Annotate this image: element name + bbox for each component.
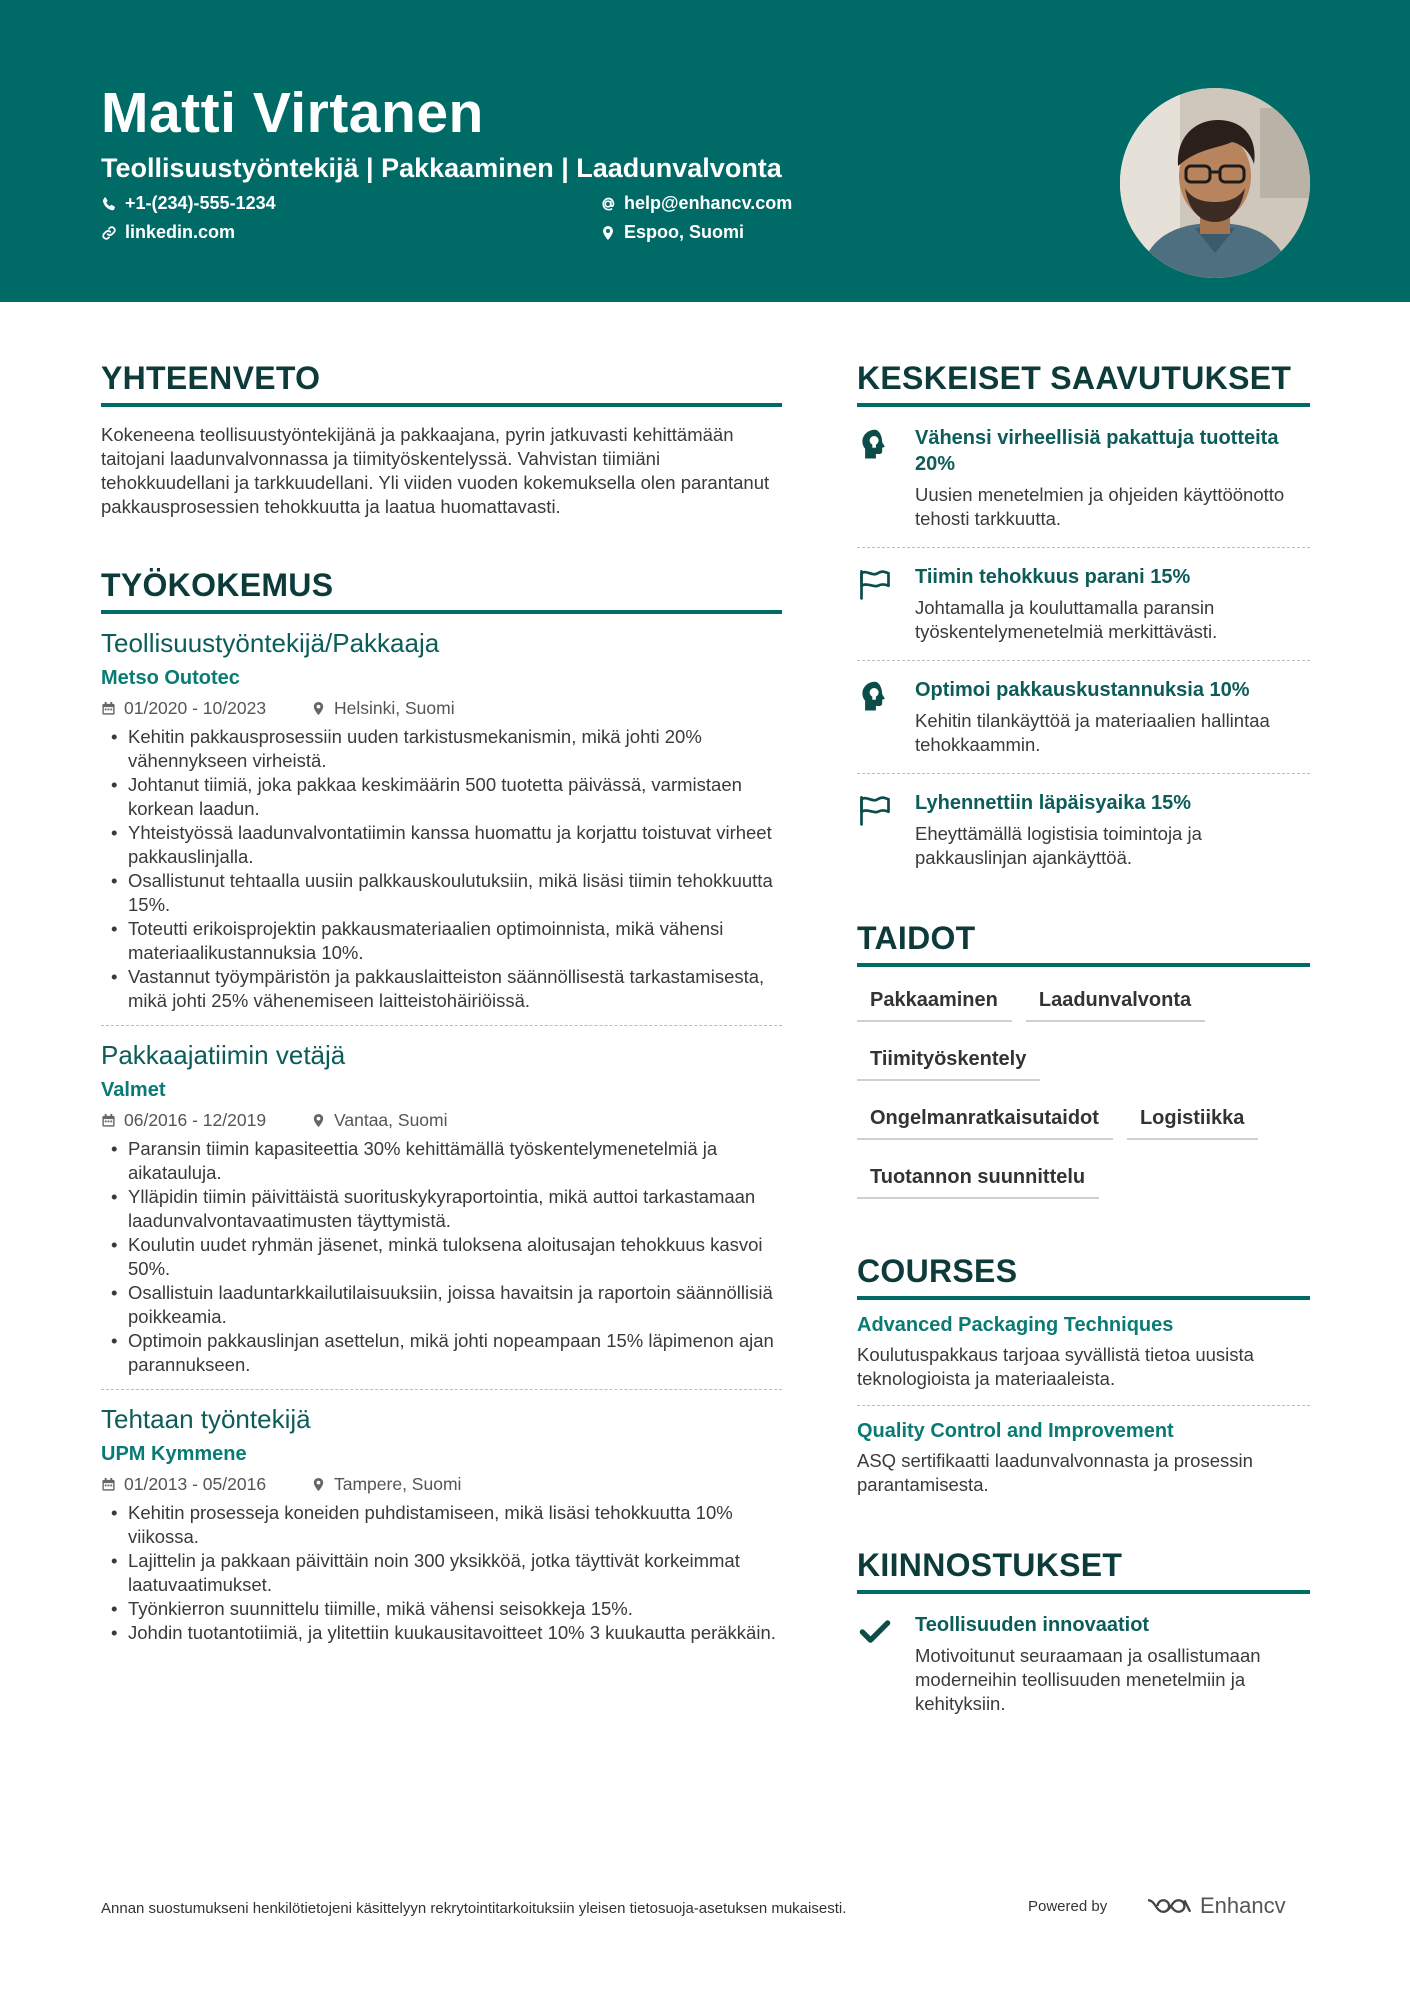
skills-list — [857, 979, 1310, 1215]
job-bullet: • Johdin tuotantotiimiä, ja ylitettiin kuukausitavoitteet 10% 3 kuukautta peräkkäin. — [101, 1621, 782, 1645]
job-title: Pakkaajatiimin vetäjä — [101, 1040, 346, 1070]
calendar-icon — [101, 701, 116, 716]
experience-heading: TYÖKOKEMUS — [101, 567, 782, 614]
job-bullet: • Koulutin uudet ryhmän jäsenet, minkä tuloksena aloitusajan tehokkuus kasvoi 50%. — [101, 1233, 782, 1281]
interest-item — [857, 1594, 1310, 1732]
job-meta — [101, 698, 782, 719]
location-text: Espoo, Suomi — [624, 222, 745, 242]
summary-text: Kokeneena teollisuustyöntekijänä ja pakkaajana, pyrin jatkuvasti kehittämään taitojani laadunvalvonnassa ja tiimityöskentelyssä. Vahvistan tiimiäni tehokkuudellani ja tarkkuudellani. Yli viiden vuoden kokemuksella olen parantanut pakkausprosessien tehokkuutta ja laatua huomattavasti. — [101, 424, 770, 517]
job-company: Valmet — [101, 1079, 166, 1101]
skill-tag: Tuotannon suunnittelu — [857, 1156, 1099, 1199]
skills-heading: TAIDOT — [857, 920, 1310, 967]
interest-desc: Motivoitunut seuraamaan ja osallistumaan moderneihin teollisuuden menetelmiin ja kehityksiin. — [915, 1645, 1261, 1714]
contact-phone[interactable] — [101, 193, 276, 214]
job-bullet: • Paransin tiimin kapasiteettia 30% kehittämällä työskentelymenetelmiä ja aikatauluja. — [101, 1137, 782, 1185]
job-company: UPM Kymmene — [101, 1443, 247, 1465]
skill-tag: Tiimityöskentely — [857, 1038, 1040, 1081]
job-location: Vantaa, Suomi — [334, 1110, 448, 1130]
job-bullet: • Työnkierron suunnittelu tiimille, mikä vähensi seisokkeja 15%. — [101, 1597, 782, 1621]
achievements-list — [857, 409, 1310, 886]
job-entry — [101, 628, 782, 1025]
achievement-item — [857, 660, 1310, 773]
gdpr-consent-note: Annan suostumukseni henkilötietojeni käsittelyyn rekrytointitarkoituksiin yleisen tietosuoja-asetuksen mukaisesti. — [101, 1900, 847, 1917]
course-title: Quality Control and Improvement — [857, 1420, 1174, 1442]
location-pin-icon — [311, 701, 326, 716]
job-dates: 06/2016 - 12/2019 — [124, 1110, 267, 1130]
location-pin-icon — [311, 1113, 326, 1128]
achievement-desc: Eheyttämällä logistisia toimintoja ja pakkauslinjan ajankäyttöä. — [915, 823, 1202, 868]
contact-linkedin[interactable] — [101, 222, 235, 243]
job-dates: 01/2013 - 05/2016 — [124, 1474, 267, 1494]
job-title: Tehtaan työntekijä — [101, 1404, 311, 1434]
interest-title: Teollisuuden innovaatiot — [915, 1614, 1150, 1636]
job-bullet: • Toteutti erikoisprojektin pakkausmateriaalien optimoinnista, mikä vähensi materiaalikustannuksia 10%. — [101, 917, 782, 965]
achievements-heading: KESKEISET SAAVUTUKSET — [857, 360, 1310, 407]
experience-list — [101, 628, 782, 1657]
job-dates: 01/2020 - 10/2023 — [124, 698, 267, 718]
achievement-item — [857, 773, 1310, 886]
job-title: Teollisuustyöntekijä/Pakkaaja — [101, 628, 440, 658]
achievement-item — [857, 409, 1310, 547]
summary-heading: YHTEENVETO — [101, 360, 782, 407]
job-bullets — [101, 725, 782, 1013]
job-meta — [101, 1474, 782, 1495]
right-column — [857, 360, 1310, 1732]
email-text: help@enhancv.com — [624, 193, 793, 213]
calendar-icon — [101, 1477, 116, 1492]
achievement-desc: Johtamalla ja kouluttamalla paransin työskentelymenetelmiä merkittävästi. — [915, 597, 1218, 642]
job-bullet: • Kehitin pakkausprosessiin uuden tarkistusmekanismin, mikä johti 20% vähennykseen virheistä. — [101, 725, 782, 773]
job-location: Helsinki, Suomi — [334, 698, 455, 718]
achievement-desc: Kehitin tilankäyttöä ja materiaalien hallintaa tehokkaammin. — [915, 710, 1270, 755]
job-bullet: • Osallistunut tehtaalla uusiin palkkauskoulutuksiin, mikä lisäsi tiimin tehokkuutta 15%. — [101, 869, 782, 917]
linkedin-text: linkedin.com — [125, 222, 236, 242]
profile-photo — [1120, 88, 1310, 278]
job-entry — [101, 1389, 782, 1657]
courses-list — [857, 1300, 1310, 1511]
powered-by-label: Powered by — [1028, 1898, 1108, 1915]
contact-email[interactable] — [600, 193, 792, 214]
achievement-title: Tiimin tehokkuus parani 15% — [915, 566, 1191, 588]
skill-tag: Laadunvalvonta — [1026, 979, 1205, 1022]
course-item — [857, 1300, 1310, 1405]
at-icon — [600, 196, 616, 212]
location-pin-icon — [600, 225, 616, 241]
job-company: Metso Outotec — [101, 667, 240, 689]
job-bullet: • Vastannut työympäristön ja pakkauslaitteiston säännöllisestä tarkastamisesta, mikä johti 25% vähenemiseen laitteistohäiriöissä. — [101, 965, 782, 1013]
job-bullets — [101, 1501, 782, 1645]
link-icon — [101, 225, 117, 241]
phone-icon — [101, 196, 117, 212]
achievement-title: Vähensi virheellisiä pakattuja tuotteita 20% — [915, 427, 1279, 475]
achievement-desc: Uusien menetelmien ja ohjeiden käyttöönotto tehosti tarkkuutta. — [915, 484, 1285, 529]
job-bullet: • Optimoin pakkauslinjan asettelun, mikä johti nopeampaan 15% läpimenon ajan parannukseen. — [101, 1329, 782, 1377]
headline: Teollisuustyöntekijä | Pakkaaminen | Laadunvalvonta — [101, 153, 782, 183]
course-item — [857, 1405, 1310, 1511]
resume-header — [0, 0, 1410, 302]
course-desc: ASQ sertifikaatti laadunvalvonnasta ja prosessin parantamisesta. — [857, 1450, 1253, 1495]
location-pin-icon — [311, 1477, 326, 1492]
enhancv-wordmark: Enhancv — [1200, 1893, 1286, 1918]
courses-heading: COURSES — [857, 1253, 1310, 1300]
job-bullet: • Ylläpidin tiimin päivittäistä suorituskykyraportointia, mikä auttoi tarkastamaan laadunvalvontavaatimusten täyttymistä. — [101, 1185, 782, 1233]
calendar-icon — [101, 1113, 116, 1128]
phone-text: +1-(234)-555-1234 — [125, 193, 276, 213]
interests-heading: KIINNOSTUKSET — [857, 1547, 1310, 1594]
checkmark-icon — [857, 1614, 893, 1650]
enhancv-logo[interactable] — [1148, 1893, 1286, 1919]
achievement-title: Optimoi pakkauskustannuksia 10% — [915, 679, 1250, 701]
contact-location — [600, 222, 744, 243]
job-bullet: • Kehitin prosesseja koneiden puhdistamiseen, mikä lisäsi tehokkuutta 10% viikossa. — [101, 1501, 782, 1549]
flag-icon — [857, 566, 893, 602]
course-title: Advanced Packaging Techniques — [857, 1314, 1174, 1336]
achievement-item — [857, 547, 1310, 660]
head-idea-icon — [857, 679, 893, 715]
job-bullet: • Johtanut tiimiä, joka pakkaa keskimäärin 500 tuotetta päivässä, varmistaen korkean laadun. — [101, 773, 782, 821]
skill-tag: Ongelmanratkaisutaidot — [857, 1097, 1113, 1140]
job-location: Tampere, Suomi — [334, 1474, 462, 1494]
job-meta — [101, 1110, 782, 1131]
job-bullet: • Yhteistyössä laadunvalvontatiimin kanssa huomattu ja korjattu toistuvat virheet pakkauslinjalla. — [101, 821, 782, 869]
job-entry — [101, 1025, 782, 1389]
course-desc: Koulutuspakkaus tarjoaa syvällistä tietoa uusista teknologioista ja materiaaleista. — [857, 1344, 1254, 1389]
flag-icon — [857, 792, 893, 828]
head-idea-icon — [857, 427, 893, 463]
job-bullets — [101, 1137, 782, 1377]
skill-tag: Pakkaaminen — [857, 979, 1012, 1022]
candidate-name: Matti Virtanen — [101, 81, 484, 145]
job-bullet: • Osallistuin laaduntarkkailutilaisuuksiin, joissa havaitsin ja raportoin säännöllisiä poikkeamia. — [101, 1281, 782, 1329]
achievement-title: Lyhennettiin läpäisyaika 15% — [915, 792, 1192, 814]
enhancv-logo-icon — [1148, 1894, 1194, 1918]
job-bullet: • Lajittelin ja pakkaan päivittäin noin 300 yksikköä, jotka täyttivät korkeimmat laatuvaatimukset. — [101, 1549, 782, 1597]
skill-tag: Logistiikka — [1127, 1097, 1258, 1140]
left-column — [101, 360, 782, 1657]
